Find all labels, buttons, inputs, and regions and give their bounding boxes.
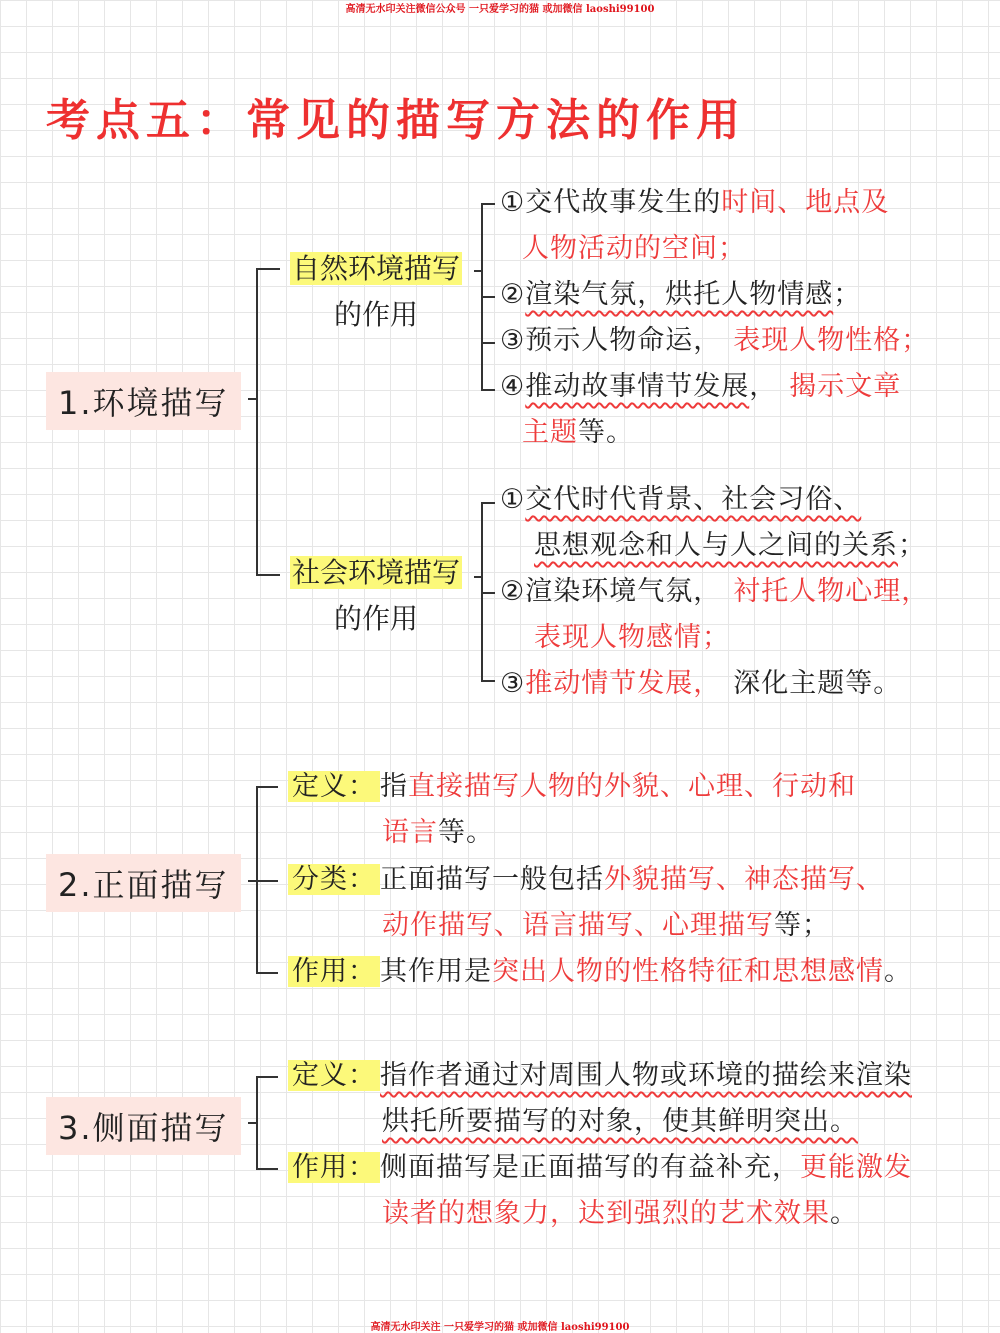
section1-bracket-stem — [248, 398, 258, 400]
social-item-3-text: 深化主题等。 — [733, 668, 902, 699]
social-item-3-red: 推动情节发展， — [525, 668, 722, 699]
section3-def-b: 烘托所要描写的对象，使其鲜明突出。 — [382, 1106, 858, 1137]
natural-item-1-text: ①交代故事发生的 — [500, 187, 722, 218]
section2-tick-3 — [256, 972, 278, 974]
section3-use-d: 。 — [830, 1198, 858, 1229]
section2-use-key: 作用： — [288, 956, 380, 987]
top-watermark: 高清无水印关注微信公众号 一只爱学习的猫 或加微信 laoshi99100 — [345, 4, 655, 15]
natural-item-2-end: ； — [833, 279, 862, 310]
section3-definition-cont — [382, 1099, 858, 1145]
section2-def-d: 等。 — [438, 817, 494, 848]
natural-item-4-text: 推动故事情节发展 — [525, 371, 750, 402]
social-env-label-hl: 社会环境描写 — [291, 556, 460, 589]
social-tick-1 — [481, 502, 495, 504]
section3-def-key: 定义： — [288, 1060, 380, 1091]
section1-bracket — [256, 268, 258, 576]
section2-tick-2 — [256, 880, 278, 882]
natural-env-label — [276, 246, 476, 338]
natural-item-3-red: 表现人物性格； — [733, 325, 930, 356]
natural-item-4-num: ④ — [500, 371, 526, 402]
section3-use-b: 更能激发 — [800, 1152, 912, 1183]
social-item-2-cont-red: 表现人物感情； — [534, 622, 730, 653]
section3-definition — [288, 1053, 912, 1099]
social-tick-2 — [481, 592, 495, 594]
natural-bracket-stem — [474, 270, 483, 272]
social-item-2-text: ②渲染环境气氛， — [500, 576, 722, 607]
natural-item-1-cont — [522, 226, 746, 272]
natural-tick-3 — [481, 342, 495, 344]
natural-item-1-red: 时间、地点及 — [721, 187, 890, 218]
section2-tick-1 — [256, 786, 278, 788]
natural-item-4-cont — [522, 410, 634, 456]
section3-function-cont — [382, 1191, 858, 1237]
social-item-1-cont-text: 思想观念和人与人之间的关系 — [534, 530, 898, 561]
section3-use-key: 作用： — [288, 1152, 380, 1183]
natural-tick-4 — [481, 389, 495, 391]
section1-label: 1.环境描写 — [46, 372, 241, 430]
natural-env-label-rest: 的作用 — [333, 298, 418, 331]
social-item-2-cont — [534, 615, 730, 661]
social-item-1-cont — [534, 523, 926, 569]
natural-item-4-cont-end: 等。 — [578, 417, 634, 448]
social-item-1-text: 交代时代背景、社会习俗、 — [525, 484, 862, 515]
natural-item-2-num: ② — [500, 279, 526, 310]
natural-item-3 — [500, 318, 929, 364]
section2-cls-c: 动作描写、语言描写、心理描写 — [382, 910, 774, 941]
section2-def-c: 语言 — [382, 817, 438, 848]
section2-use-c: 。 — [884, 956, 912, 987]
natural-item-4-comma: ， — [749, 371, 778, 402]
section2-def-b: 直接描写人物的外貌、心理、行动和 — [408, 771, 856, 802]
natural-item-1-cont-red: 人物活动的空间； — [522, 233, 746, 264]
section2-function — [288, 949, 912, 995]
natural-env-label-hl: 自然环境描写 — [291, 252, 460, 285]
natural-item-2-text: 渲染气氛，烘托人物情感 — [525, 279, 834, 310]
natural-tick-1 — [481, 203, 495, 205]
social-item-1-cont-end: ； — [898, 530, 926, 561]
section3-tick-1 — [256, 1076, 278, 1078]
section3-tick-2 — [256, 1168, 278, 1170]
natural-item-2 — [500, 272, 861, 318]
natural-item-4-red: 揭示文章 — [789, 371, 902, 402]
section3-def-a: 指作者通过对周围人物或环境的描绘来渲染 — [380, 1060, 912, 1091]
social-item-1-num: ① — [500, 484, 526, 515]
social-item-2 — [500, 569, 929, 615]
section2-definition-cont — [382, 810, 494, 856]
section2-label: 2.正面描写 — [46, 854, 241, 912]
social-item-1 — [500, 477, 861, 523]
social-tick-3 — [481, 680, 495, 682]
section2-cls-d: 等； — [774, 910, 830, 941]
natural-item-3-text: ③预示人物命运， — [500, 325, 722, 356]
social-item-2-red: 衬托人物心理， — [733, 576, 930, 607]
social-item-3-num: ③ — [500, 668, 526, 699]
section2-use-a: 其作用是 — [380, 956, 492, 987]
section2-def-a: 指 — [380, 771, 408, 802]
section3-function — [288, 1145, 912, 1191]
social-env-label-rest: 的作用 — [333, 602, 418, 635]
social-bracket-stem — [474, 576, 483, 578]
section3-label: 3.侧面描写 — [46, 1097, 241, 1155]
bottom-watermark: 高清无水印关注 一只爱学习的猫 或加微信 laoshi99100 — [370, 1322, 630, 1333]
section3-use-c: 读者的想象力，达到强烈的艺术效果 — [382, 1198, 830, 1229]
natural-tick-2 — [481, 296, 495, 298]
section2-cls-b: 外貌描写、神态描写、 — [604, 864, 884, 895]
section3-use-a: 侧面描写是正面描写的有益补充， — [380, 1152, 800, 1183]
natural-item-4-cont-red: 主题 — [522, 417, 578, 448]
social-env-label — [276, 550, 476, 642]
section2-classification-cont — [382, 903, 830, 949]
section2-cls-key: 分类： — [288, 864, 380, 895]
section3-bracket-stem — [248, 1122, 258, 1124]
page-title: 考点五：常见的描写方法的作用 — [46, 95, 746, 146]
section2-definition — [288, 764, 856, 810]
section2-def-key: 定义： — [288, 771, 380, 802]
section2-use-b: 突出人物的性格特征和思想感情 — [492, 956, 884, 987]
section2-classification — [288, 857, 884, 903]
natural-item-1 — [500, 180, 889, 226]
natural-item-4 — [500, 364, 901, 410]
section2-cls-a: 正面描写一般包括 — [380, 864, 604, 895]
social-item-3 — [500, 661, 901, 707]
